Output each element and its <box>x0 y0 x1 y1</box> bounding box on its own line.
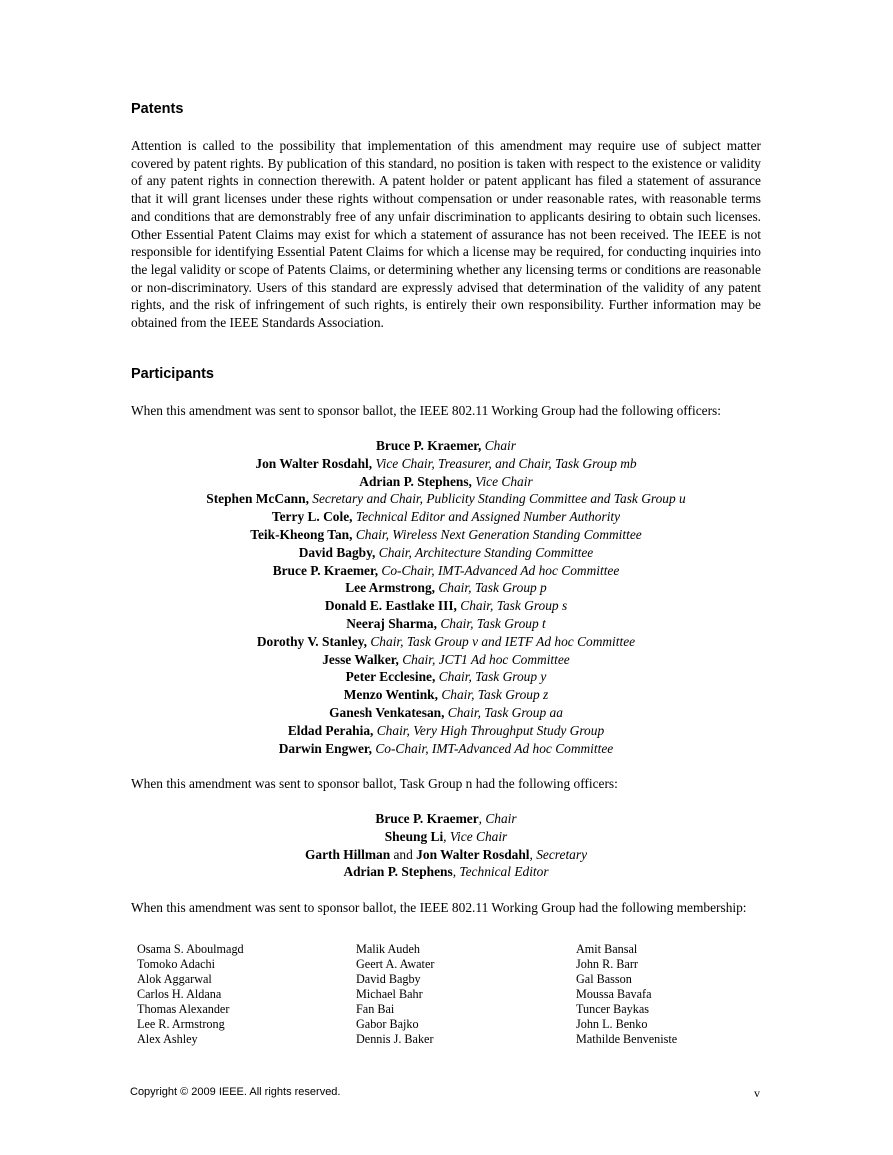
officer-role: Chair, Task Group aa <box>447 704 563 720</box>
officer-line <box>131 473 761 491</box>
member-name: Malik Audeh <box>356 942 420 956</box>
member-name: David Bagby <box>356 972 421 986</box>
page-number: v <box>754 1086 760 1100</box>
officer-name: Stephen McCann, <box>206 491 309 507</box>
officer-role: Chair, Task Group s <box>460 598 568 614</box>
officer-role: , Vice Chair <box>443 828 508 844</box>
participants-heading: Participants <box>131 366 214 382</box>
officer-line <box>131 828 761 846</box>
member-name: Gal Basson <box>576 972 632 986</box>
member-name: Fan Bai <box>356 1002 395 1016</box>
member-name: Amit Bansal <box>576 942 638 956</box>
member-name: Moussa Bavafa <box>576 987 652 1001</box>
officer-line <box>131 490 761 508</box>
officer-line <box>131 579 761 597</box>
officer-role: Vice Chair <box>475 473 533 489</box>
officer-name: Dorothy V. Stanley, <box>256 633 368 649</box>
officer-line <box>131 651 761 669</box>
officer-name: Adrian P. Stephens <box>343 864 453 880</box>
tg-officers-intro: When this amendment was sent to sponsor ballot, Task Group n had the following officers: <box>131 776 618 791</box>
member-name: Michael Bahr <box>356 987 423 1001</box>
officer-name: Menzo Wentink, <box>343 687 438 703</box>
member-name: Alex Ashley <box>137 1032 198 1046</box>
officer-name: Jon Walter Rosdahl, <box>255 455 373 471</box>
wg-officers-intro: When this amendment was sent to sponsor ballot, the IEEE 802.11 Working Group had the following officers: <box>131 403 721 418</box>
member-name: John R. Barr <box>576 957 638 971</box>
wg-officers-list <box>131 437 761 757</box>
officer-role: Chair, Task Group z <box>441 687 549 703</box>
officer-line <box>131 686 761 704</box>
officer-role: Chair, Task Group t <box>440 615 546 631</box>
officer-name: Bruce P. Kraemer, <box>272 562 379 578</box>
officer-role: Chair, Very High Throughput Study Group <box>376 722 605 738</box>
officer-line <box>131 740 761 758</box>
member-name: Tuncer Baykas <box>576 1002 650 1016</box>
officer-line <box>131 562 761 580</box>
officer-role: Technical Editor and Assigned Number Authority <box>355 509 621 525</box>
patents-paragraph: Attention is called to the possibility that implementation of this amendment may require use of subject matter covered by patent rights. By publication of this standard, no position is taken with respect to the existence or validity of any patent rights in connection therewith. A patent holder or patent applicant has filed a statement of assurance that it will grant licenses under these rights without compensation or under reasonable rates, with reasonable terms and conditions that are demonstrably free of any unfair discrimination to applicants desiring to obtain such licenses. Other Essential Patent Claims may exist for which a statement of assurance has not been received. The IEEE is not responsible for identifying Essential Patent Claims for which a license may be required, for conducting inquiries into the legal validity or scope of Patents Claims, or determining whether any licensing terms or conditions are reasonable or non-discriminatory. Users of this standard are expressly advised that determination of the validity of any patent rights, and the risk of infringement of such rights, is entirely their own responsibility. Further information may be obtained from the IEEE Standards Association. <box>131 138 761 331</box>
member-name: Gabor Bajko <box>356 1017 419 1031</box>
tg-officers-list <box>131 810 761 881</box>
officer-name: Bruce P. Kraemer <box>375 811 479 826</box>
member-name: Thomas Alexander <box>137 1002 230 1016</box>
officer-role: Chair, Task Group v and IETF Ad hoc Committee <box>370 633 636 649</box>
conjunction: and <box>390 846 417 862</box>
officer-line <box>131 704 761 722</box>
officer-line <box>131 810 761 828</box>
officer-name: Peter Ecclesine, <box>345 669 436 685</box>
officer-line <box>131 597 761 615</box>
officer-role: Chair <box>484 438 516 453</box>
member-column <box>137 942 244 1047</box>
officer-line <box>131 633 761 651</box>
member-name: Geert A. Awater <box>356 957 435 971</box>
membership-intro: When this amendment was sent to sponsor ballot, the IEEE 802.11 Working Group had the following membership: <box>131 900 747 915</box>
officer-name: Teik-Kheong Tan, <box>250 526 353 542</box>
member-name: Carlos H. Aldana <box>137 987 222 1001</box>
officer-role: , Chair <box>478 811 517 826</box>
officer-name: Donald E. Eastlake III, <box>324 598 457 614</box>
officer-line <box>131 508 761 526</box>
officer-name: Sheung Li <box>384 828 444 844</box>
patents-heading: Patents <box>131 101 184 117</box>
officer-line <box>131 455 761 473</box>
officer-line <box>131 526 761 544</box>
officer-line <box>131 722 761 740</box>
officer-name: Bruce P. Kraemer, <box>376 438 482 453</box>
officer-name: David Bagby, <box>298 544 376 560</box>
member-name: Osama S. Aboulmagd <box>137 942 244 956</box>
officer-name: Darwin Engwer, <box>278 740 372 756</box>
officer-line <box>131 615 761 633</box>
officer-name: Lee Armstrong, <box>345 580 435 596</box>
member-name: Tomoko Adachi <box>137 957 216 971</box>
officer-role: Vice Chair, Treasurer, and Chair, Task Group mb <box>375 455 637 471</box>
officer-role: Chair, Task Group y <box>438 669 547 685</box>
officer-name: Terry L. Cole, <box>271 509 353 525</box>
officer-line <box>131 846 761 864</box>
officer-role: Chair, Wireless Next Generation Standing Committee <box>355 526 642 542</box>
member-column <box>356 942 434 1047</box>
officer-role: Co-Chair, IMT-Advanced Ad hoc Committee <box>375 740 614 756</box>
member-column <box>576 942 677 1047</box>
member-name: Dennis J. Baker <box>356 1032 434 1046</box>
officer-role: Co-Chair, IMT-Advanced Ad hoc Committee <box>381 562 620 578</box>
officer-role: Chair, Task Group p <box>438 580 547 596</box>
officer-name: Garth Hillman <box>304 846 391 862</box>
member-name: John L. Benko <box>576 1017 648 1031</box>
officer-line <box>131 863 761 881</box>
member-name: Lee R. Armstrong <box>137 1017 225 1031</box>
officer-line <box>131 437 761 455</box>
officer-line <box>131 668 761 686</box>
page-footer <box>130 1086 760 1098</box>
copyright-notice: Copyright © 2009 IEEE. All rights reserved. <box>130 1086 341 1098</box>
officer-name: Eldad Perahia, <box>287 722 374 738</box>
member-name: Alok Aggarwal <box>137 972 212 986</box>
officer-name: Jesse Walker, <box>322 651 399 667</box>
member-name: Mathilde Benveniste <box>576 1032 678 1046</box>
officer-role: Chair, JCT1 Ad hoc Committee <box>402 651 570 667</box>
officer-name: Jon Walter Rosdahl <box>416 846 530 862</box>
officer-line <box>131 544 761 562</box>
officer-name: Ganesh Venkatesan, <box>329 704 445 720</box>
officer-name: Neeraj Sharma, <box>346 615 437 631</box>
officer-role: Chair, Architecture Standing Committee <box>378 544 594 560</box>
officer-role: , Secretary <box>529 846 588 862</box>
officer-role: , Technical Editor <box>452 864 549 880</box>
officer-role: Secretary and Chair, Publicity Standing Committee and Task Group u <box>312 491 686 507</box>
officer-name: Adrian P. Stephens, <box>359 473 472 489</box>
